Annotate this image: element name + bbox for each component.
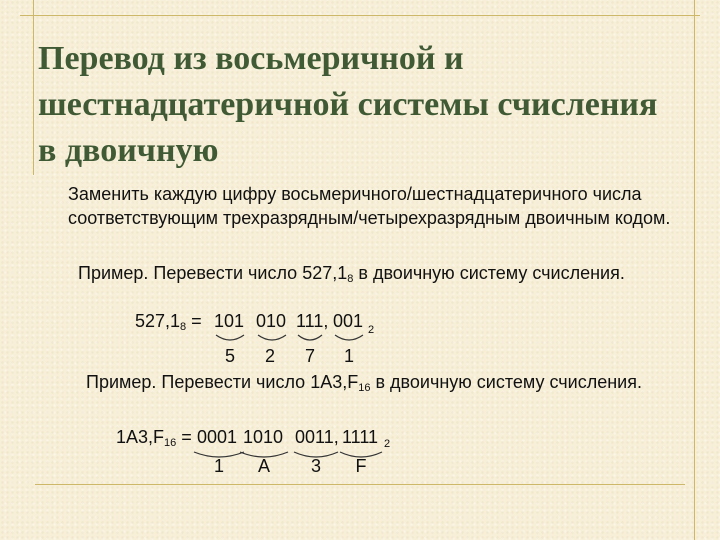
example2-equation-left: $1A3,F_{16}$ = bbox=[116, 427, 192, 449]
brace-icon bbox=[258, 335, 286, 340]
example1-base: 8 bbox=[347, 273, 354, 285]
example2-result-base: 2 bbox=[384, 438, 391, 450]
left-rule bbox=[33, 0, 34, 175]
example2-digit-3: 3 bbox=[310, 456, 321, 476]
example2-digit-1: 1 bbox=[213, 456, 224, 476]
rule-text-line-2: соответствующим трехразрядным/четырехразрядным двоичным кодом. bbox=[68, 208, 671, 228]
example2-digit-4: F bbox=[355, 456, 367, 476]
slide-title: Перевод из восьмеричной и шестнадцатеричной системы счисления в двоичную bbox=[38, 40, 658, 169]
rule-text-line-1: Заменить каждую цифру восьмеричного/шестнадцатеричного числа bbox=[68, 184, 642, 204]
example1-group-4: 001 bbox=[333, 311, 364, 331]
example2-digit-2: A bbox=[257, 456, 270, 476]
example2-base: 16 bbox=[358, 382, 371, 394]
example1-equation-left: $527,1_8$ = bbox=[135, 311, 202, 333]
example1-digit-1: 5 bbox=[224, 346, 235, 366]
example1-digit-4: 1 bbox=[343, 346, 354, 366]
bottom-rule bbox=[35, 484, 685, 485]
brace-icon bbox=[216, 335, 244, 340]
example2-group-1: 0001 bbox=[197, 427, 238, 447]
brace-icon bbox=[335, 335, 363, 340]
example2-statement: Пример. Перевести число $1A3,F_{16}$ в двоичную систему счисления. bbox=[86, 372, 642, 394]
example1-group-3: 111, bbox=[296, 311, 329, 331]
example1-statement: Пример. Перевести число $527,1_8$ в двоичную систему счисления. bbox=[78, 263, 625, 285]
example2-group-2: 1010 bbox=[243, 427, 284, 447]
right-rule bbox=[694, 0, 695, 540]
example1-digit-3: 7 bbox=[304, 346, 315, 366]
example1-group-2: 010 bbox=[256, 311, 287, 331]
example1-digit-2: 2 bbox=[264, 346, 275, 366]
example2-group-4: 1111 bbox=[342, 427, 379, 447]
top-rule bbox=[20, 15, 700, 16]
example1-group-1: 101 bbox=[214, 311, 245, 331]
brace-icon bbox=[298, 335, 322, 340]
example2-group-3: 0011, bbox=[295, 427, 339, 447]
example1-result-base: 2 bbox=[368, 324, 375, 336]
